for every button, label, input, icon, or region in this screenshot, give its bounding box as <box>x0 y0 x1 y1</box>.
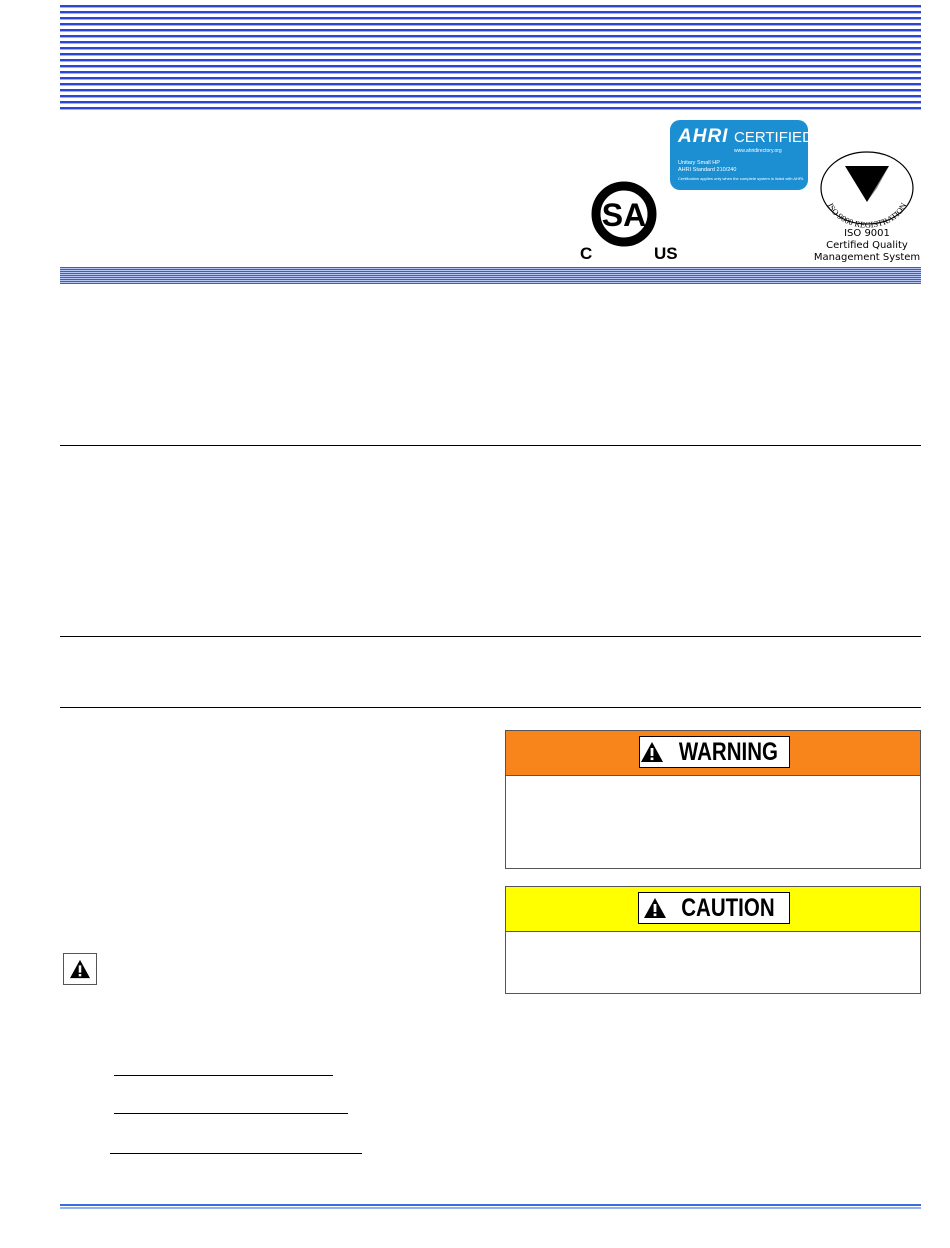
underline-2 <box>114 1113 348 1114</box>
header-stripes <box>60 5 921 111</box>
svg-text:C: C <box>580 244 593 263</box>
ahri-line2: AHRI Standard 210/240 <box>678 167 737 173</box>
section-rule-3 <box>60 707 921 708</box>
caution-triangle-icon <box>643 897 667 919</box>
caution-box <box>505 886 921 994</box>
caution-text: CAUTION <box>681 893 775 922</box>
iso-9001-logo <box>812 150 922 270</box>
iso-line1: ISO 9001 <box>844 228 890 239</box>
svg-text:ISO 9000 REGISTRATION: ISO 9000 REGISTRATION <box>825 201 909 228</box>
warning-box <box>505 730 921 869</box>
warning-triangle-icon <box>640 741 664 763</box>
underline-1 <box>114 1075 333 1076</box>
svg-text:SA: SA <box>601 197 647 233</box>
iso-line3: Management System <box>813 252 921 263</box>
ahri-certified-text: CERTIFIED™ <box>734 129 819 146</box>
underline-3 <box>110 1153 362 1154</box>
hazard-symbol-icon <box>63 953 97 985</box>
svg-text:US: US <box>654 244 678 263</box>
ahri-line1: Unitary Small HP <box>678 160 720 166</box>
warning-text: WARNING <box>678 737 779 766</box>
warning-header <box>506 731 920 776</box>
caution-label <box>638 892 790 924</box>
ahri-brand: AHRI <box>678 126 729 147</box>
caution-header <box>506 887 920 932</box>
ahri-line3: Certification applies only when the complete system is listed with AHRI. <box>678 176 805 181</box>
section-rule-2 <box>60 636 921 637</box>
section-rule-1 <box>60 445 921 446</box>
csa-logo <box>578 178 678 262</box>
warning-label <box>639 736 790 768</box>
iso-line2: Certified Quality <box>826 240 908 251</box>
ahri-website: www.ahridirectory.org <box>734 148 782 154</box>
ahri-certified-logo <box>670 120 819 190</box>
header-band <box>60 267 921 284</box>
footer-rule <box>60 1204 921 1209</box>
